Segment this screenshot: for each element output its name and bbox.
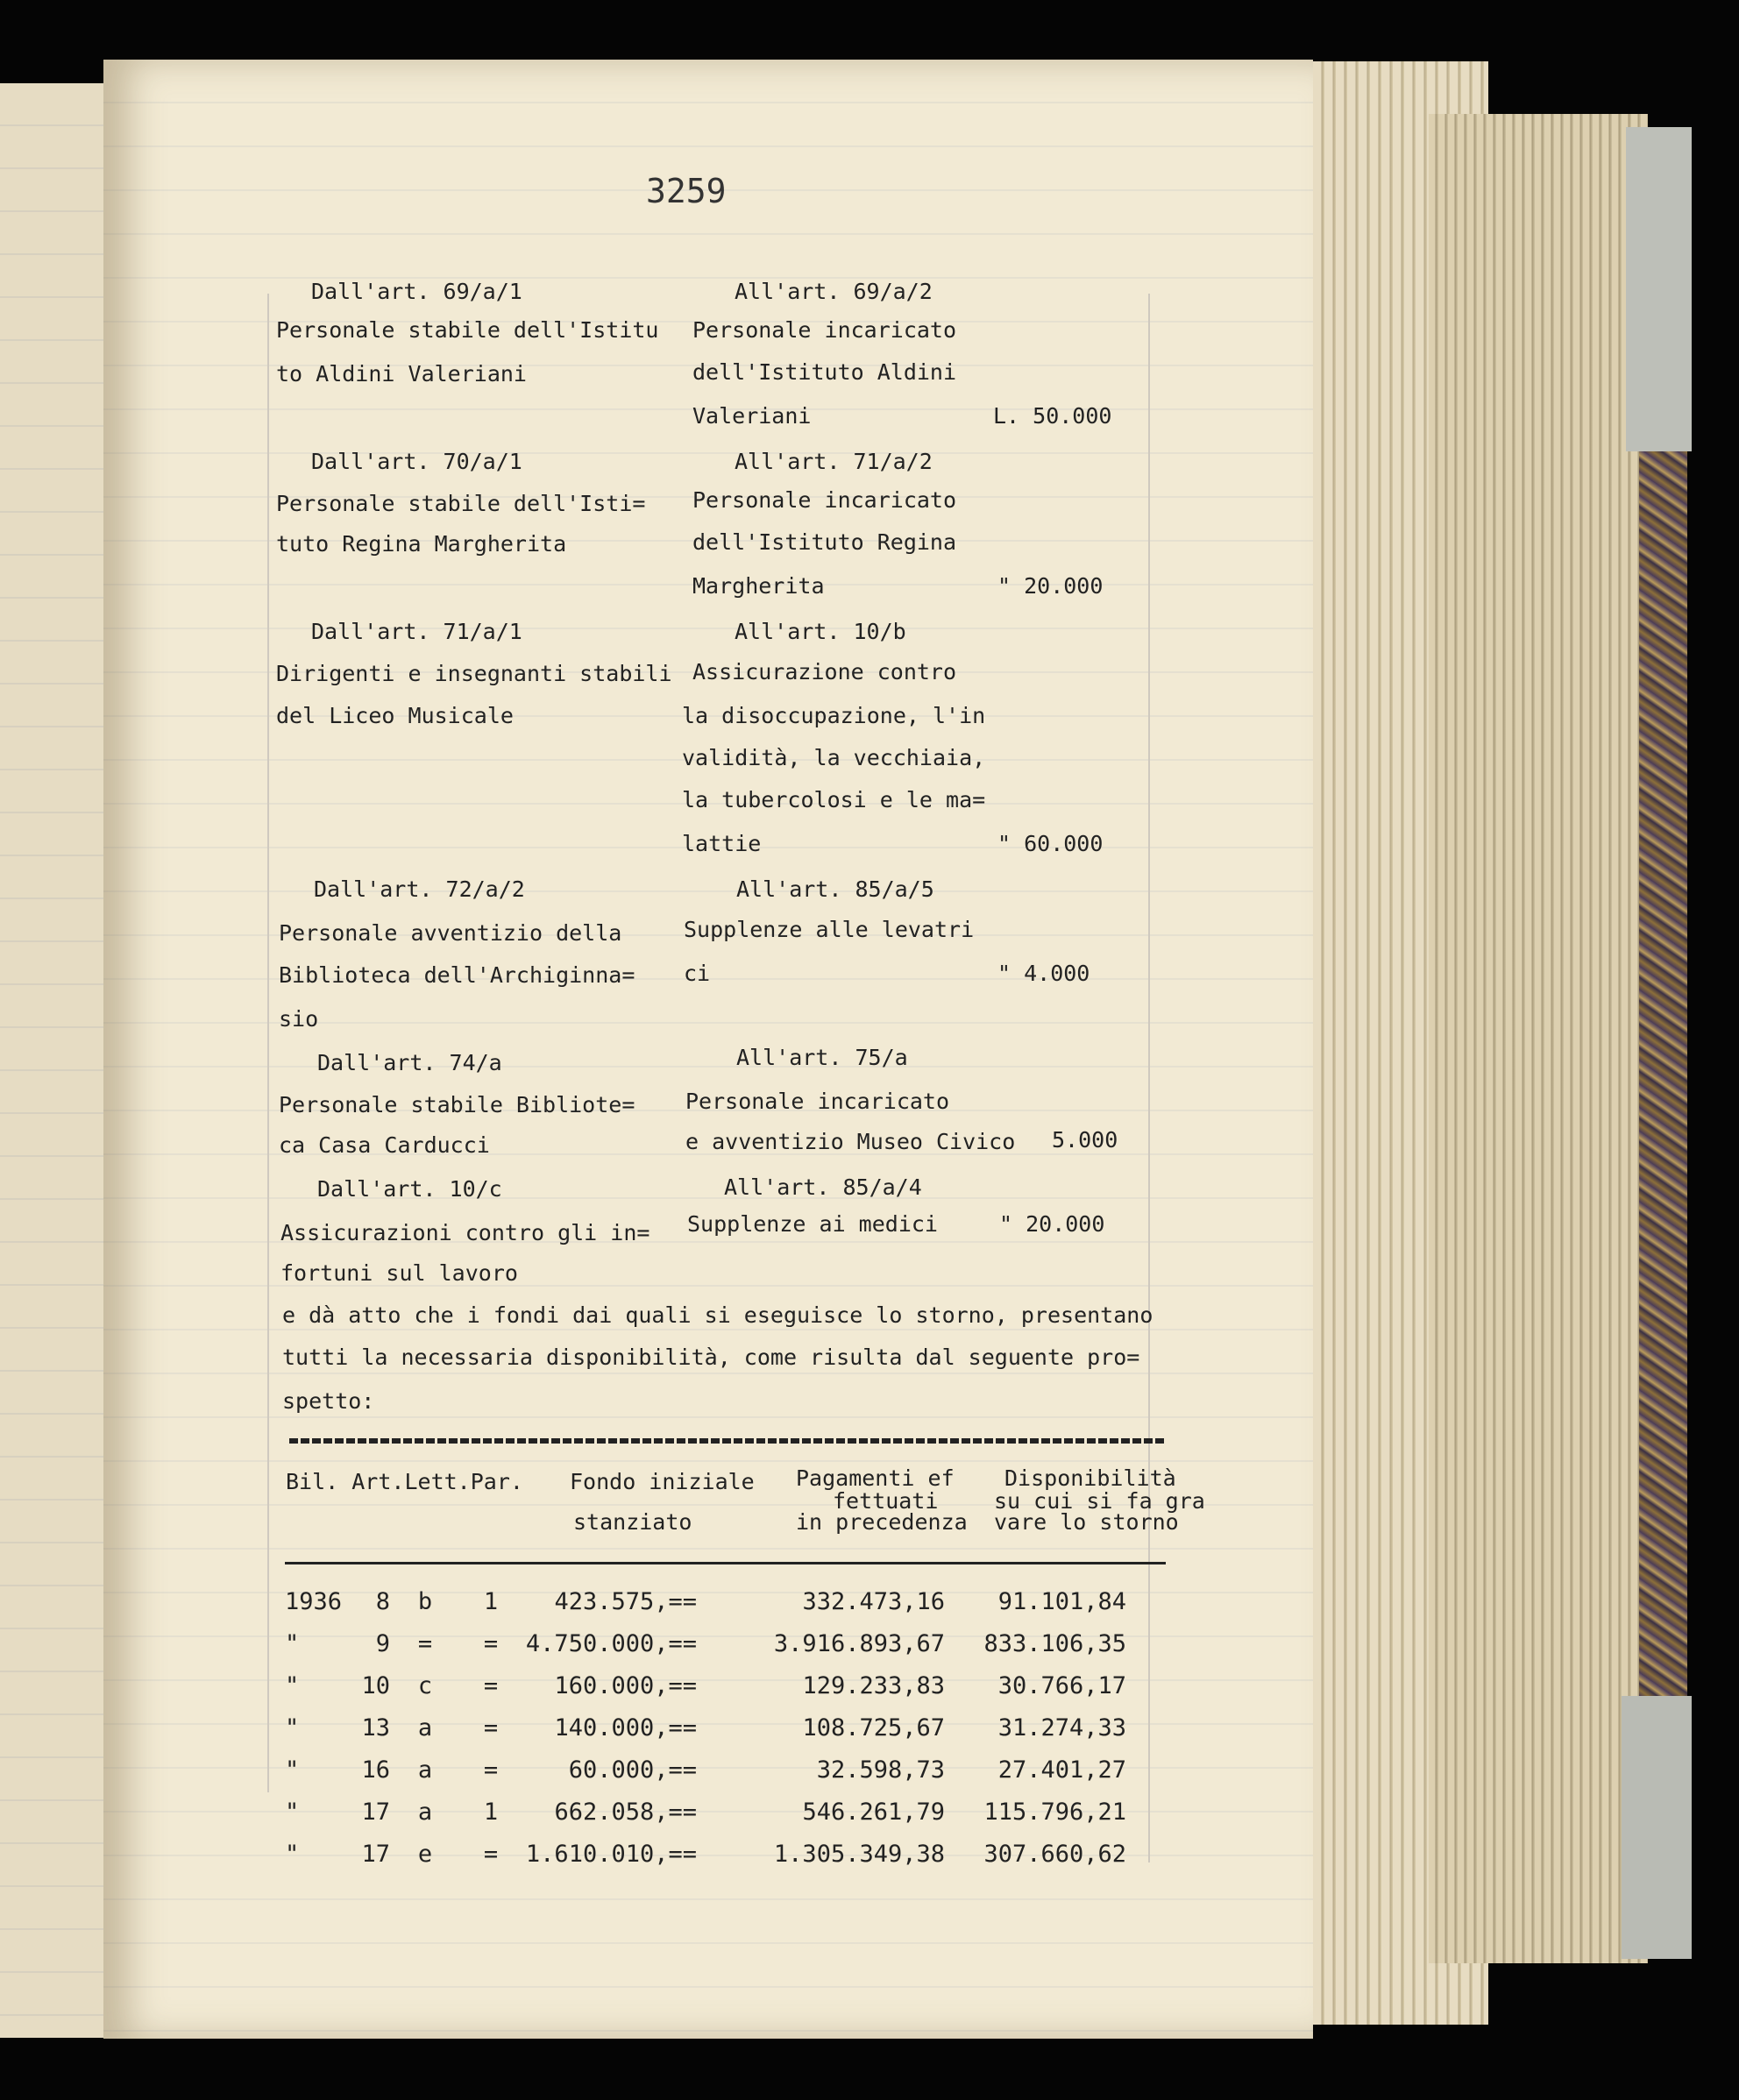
to-description: Supplenze ai medici	[687, 1211, 938, 1237]
header-precedenza: in precedenza	[796, 1509, 968, 1535]
from-description: Assicurazioni contro gli in=	[280, 1220, 650, 1245]
to-description: dell'Istituto Regina	[692, 529, 957, 555]
page-number: 3259	[646, 172, 727, 210]
cell-bil: "	[285, 1798, 300, 1826]
cell-fondo: 662.058,==	[554, 1798, 697, 1826]
cell-art: 8	[375, 1588, 390, 1615]
cell-pagamenti: 332.473,16	[802, 1588, 945, 1615]
cell-disponibilita: 91.101,84	[997, 1588, 1126, 1615]
cell-bil: "	[285, 1672, 300, 1699]
to-description: ci	[684, 961, 711, 986]
cell-fondo: 423.575,==	[554, 1588, 697, 1615]
amount: " 4.000	[997, 961, 1090, 986]
from-description: Dirigenti e insegnanti stabili	[276, 661, 672, 686]
cell-par: =	[483, 1714, 499, 1742]
cell-fondo: 140.000,==	[554, 1714, 697, 1742]
cell-lett: b	[417, 1588, 433, 1615]
cell-disponibilita: 31.274,33	[997, 1714, 1126, 1742]
paragraph-line: e dà atto che i fondi dai quali si eseguisce lo storno, presentano	[282, 1302, 1153, 1328]
from-article: Dall'art. 69/a/1	[311, 279, 522, 304]
cell-bil: 1936	[285, 1588, 343, 1615]
to-description: Personale incaricato	[692, 317, 957, 343]
to-article: All'art. 69/a/2	[735, 279, 933, 304]
cell-pagamenti: 108.725,67	[802, 1714, 945, 1742]
cell-lett: a	[417, 1714, 433, 1742]
cell-disponibilita: 833.106,35	[983, 1630, 1126, 1657]
from-description: Personale stabile Bibliote=	[279, 1092, 635, 1117]
to-article: All'art. 75/a	[736, 1045, 908, 1070]
cell-art: 9	[375, 1630, 390, 1657]
cell-par: =	[483, 1756, 499, 1784]
to-article: All'art. 10/b	[735, 619, 906, 644]
to-description: Supplenze alle levatri	[684, 917, 975, 942]
from-description: Personale stabile dell'Isti=	[276, 491, 646, 516]
cell-fondo: 4.750.000,==	[525, 1630, 697, 1657]
from-description: ca Casa Carducci	[279, 1132, 490, 1158]
to-description: Assicurazione contro	[692, 659, 957, 685]
header-stanziato: stanziato	[573, 1509, 692, 1535]
cell-art: 16	[361, 1756, 390, 1784]
from-description: fortuni sul lavoro	[280, 1260, 518, 1286]
to-description: e avventizio Museo Civico	[685, 1129, 1016, 1154]
cell-art: 10	[361, 1672, 390, 1699]
cell-bil: "	[285, 1756, 300, 1784]
paragraph-line: tutti la necessaria disponibilità, come risulta dal seguente pro=	[282, 1344, 1140, 1370]
paragraph-line: spetto:	[282, 1388, 375, 1414]
cell-disponibilita: 27.401,27	[997, 1756, 1126, 1784]
cell-pagamenti: 32.598,73	[816, 1756, 945, 1784]
amount: 5.000	[1052, 1127, 1118, 1153]
cell-pagamenti: 546.261,79	[802, 1798, 945, 1826]
table-header-rule	[285, 1562, 1166, 1564]
to-description: Margherita	[692, 573, 825, 599]
from-article: Dall'art. 71/a/1	[311, 619, 522, 644]
from-description: sio	[279, 1006, 319, 1032]
cell-pagamenti: 1.305.349,38	[773, 1841, 945, 1868]
from-description: Personale stabile dell'Istitu	[276, 317, 659, 343]
header-su-cui: su cui si fa gra	[994, 1488, 1205, 1514]
to-article: All'art. 85/a/4	[724, 1174, 922, 1200]
cell-art: 13	[361, 1714, 390, 1742]
cell-pagamenti: 129.233,83	[802, 1672, 945, 1699]
to-description: la tubercolosi e le ma=	[682, 787, 986, 812]
from-article: Dall'art. 74/a	[317, 1050, 502, 1075]
cell-fondo: 60.000,==	[568, 1756, 697, 1784]
amount: L. 50.000	[993, 403, 1112, 429]
cell-bil: "	[285, 1714, 300, 1742]
amount: " 20.000	[999, 1211, 1105, 1237]
from-article: Dall'art. 72/a/2	[314, 876, 525, 902]
header-vare-storno: vare lo storno	[994, 1509, 1179, 1535]
cell-fondo: 160.000,==	[554, 1672, 697, 1699]
cell-disponibilita: 307.660,62	[983, 1841, 1126, 1868]
cell-par: =	[483, 1672, 499, 1699]
table-top-rule	[289, 1438, 1164, 1444]
to-description: Valeriani	[692, 403, 812, 429]
cell-par: =	[483, 1630, 499, 1657]
header-disponibilita: Disponibilità	[1004, 1465, 1176, 1491]
cell-lett: a	[417, 1798, 433, 1826]
to-article: All'art. 85/a/5	[736, 876, 934, 902]
cell-art: 17	[361, 1798, 390, 1826]
to-description: Personale incaricato	[685, 1089, 950, 1114]
from-article: Dall'art. 10/c	[317, 1176, 502, 1202]
from-description: to Aldini Valeriani	[276, 361, 527, 387]
to-description: lattie	[682, 831, 762, 856]
cell-lett: a	[417, 1756, 433, 1784]
cell-lett: c	[417, 1672, 433, 1699]
header-fettuati: fettuati	[833, 1488, 939, 1514]
cell-pagamenti: 3.916.893,67	[773, 1630, 945, 1657]
amount: " 60.000	[997, 831, 1104, 856]
from-description: del Liceo Musicale	[276, 703, 514, 728]
cell-lett: e	[417, 1841, 433, 1868]
cell-bil: "	[285, 1630, 300, 1657]
margin-line-right	[1148, 294, 1150, 1862]
to-article: All'art. 71/a/2	[735, 449, 933, 474]
header-fondo-iniziale: Fondo iniziale	[570, 1469, 755, 1494]
cell-fondo: 1.610.010,==	[525, 1841, 697, 1868]
margin-line-left	[267, 294, 269, 1792]
cell-par: =	[483, 1841, 499, 1868]
cell-disponibilita: 115.796,21	[983, 1798, 1126, 1826]
from-description: Biblioteca dell'Archiginna=	[279, 962, 635, 988]
cell-bil: "	[285, 1841, 300, 1868]
header-pagamenti: Pagamenti ef	[796, 1465, 955, 1491]
cell-par: 1	[483, 1798, 499, 1826]
to-description: la disoccupazione, l'in	[682, 703, 986, 728]
header-bil-art-lett-par: Bil. Art.Lett.Par.	[286, 1469, 523, 1494]
from-description: Personale avventizio della	[279, 920, 622, 946]
from-article: Dall'art. 70/a/1	[311, 449, 522, 474]
to-description: dell'Istituto Aldini	[692, 359, 957, 385]
cell-lett: =	[417, 1630, 433, 1657]
to-description: Personale incaricato	[692, 487, 957, 513]
cell-disponibilita: 30.766,17	[997, 1672, 1126, 1699]
to-description: validità, la vecchiaia,	[682, 745, 986, 770]
cell-art: 17	[361, 1841, 390, 1868]
from-description: tuto Regina Margherita	[276, 531, 567, 557]
cell-par: 1	[483, 1588, 499, 1615]
amount: " 20.000	[997, 573, 1104, 599]
